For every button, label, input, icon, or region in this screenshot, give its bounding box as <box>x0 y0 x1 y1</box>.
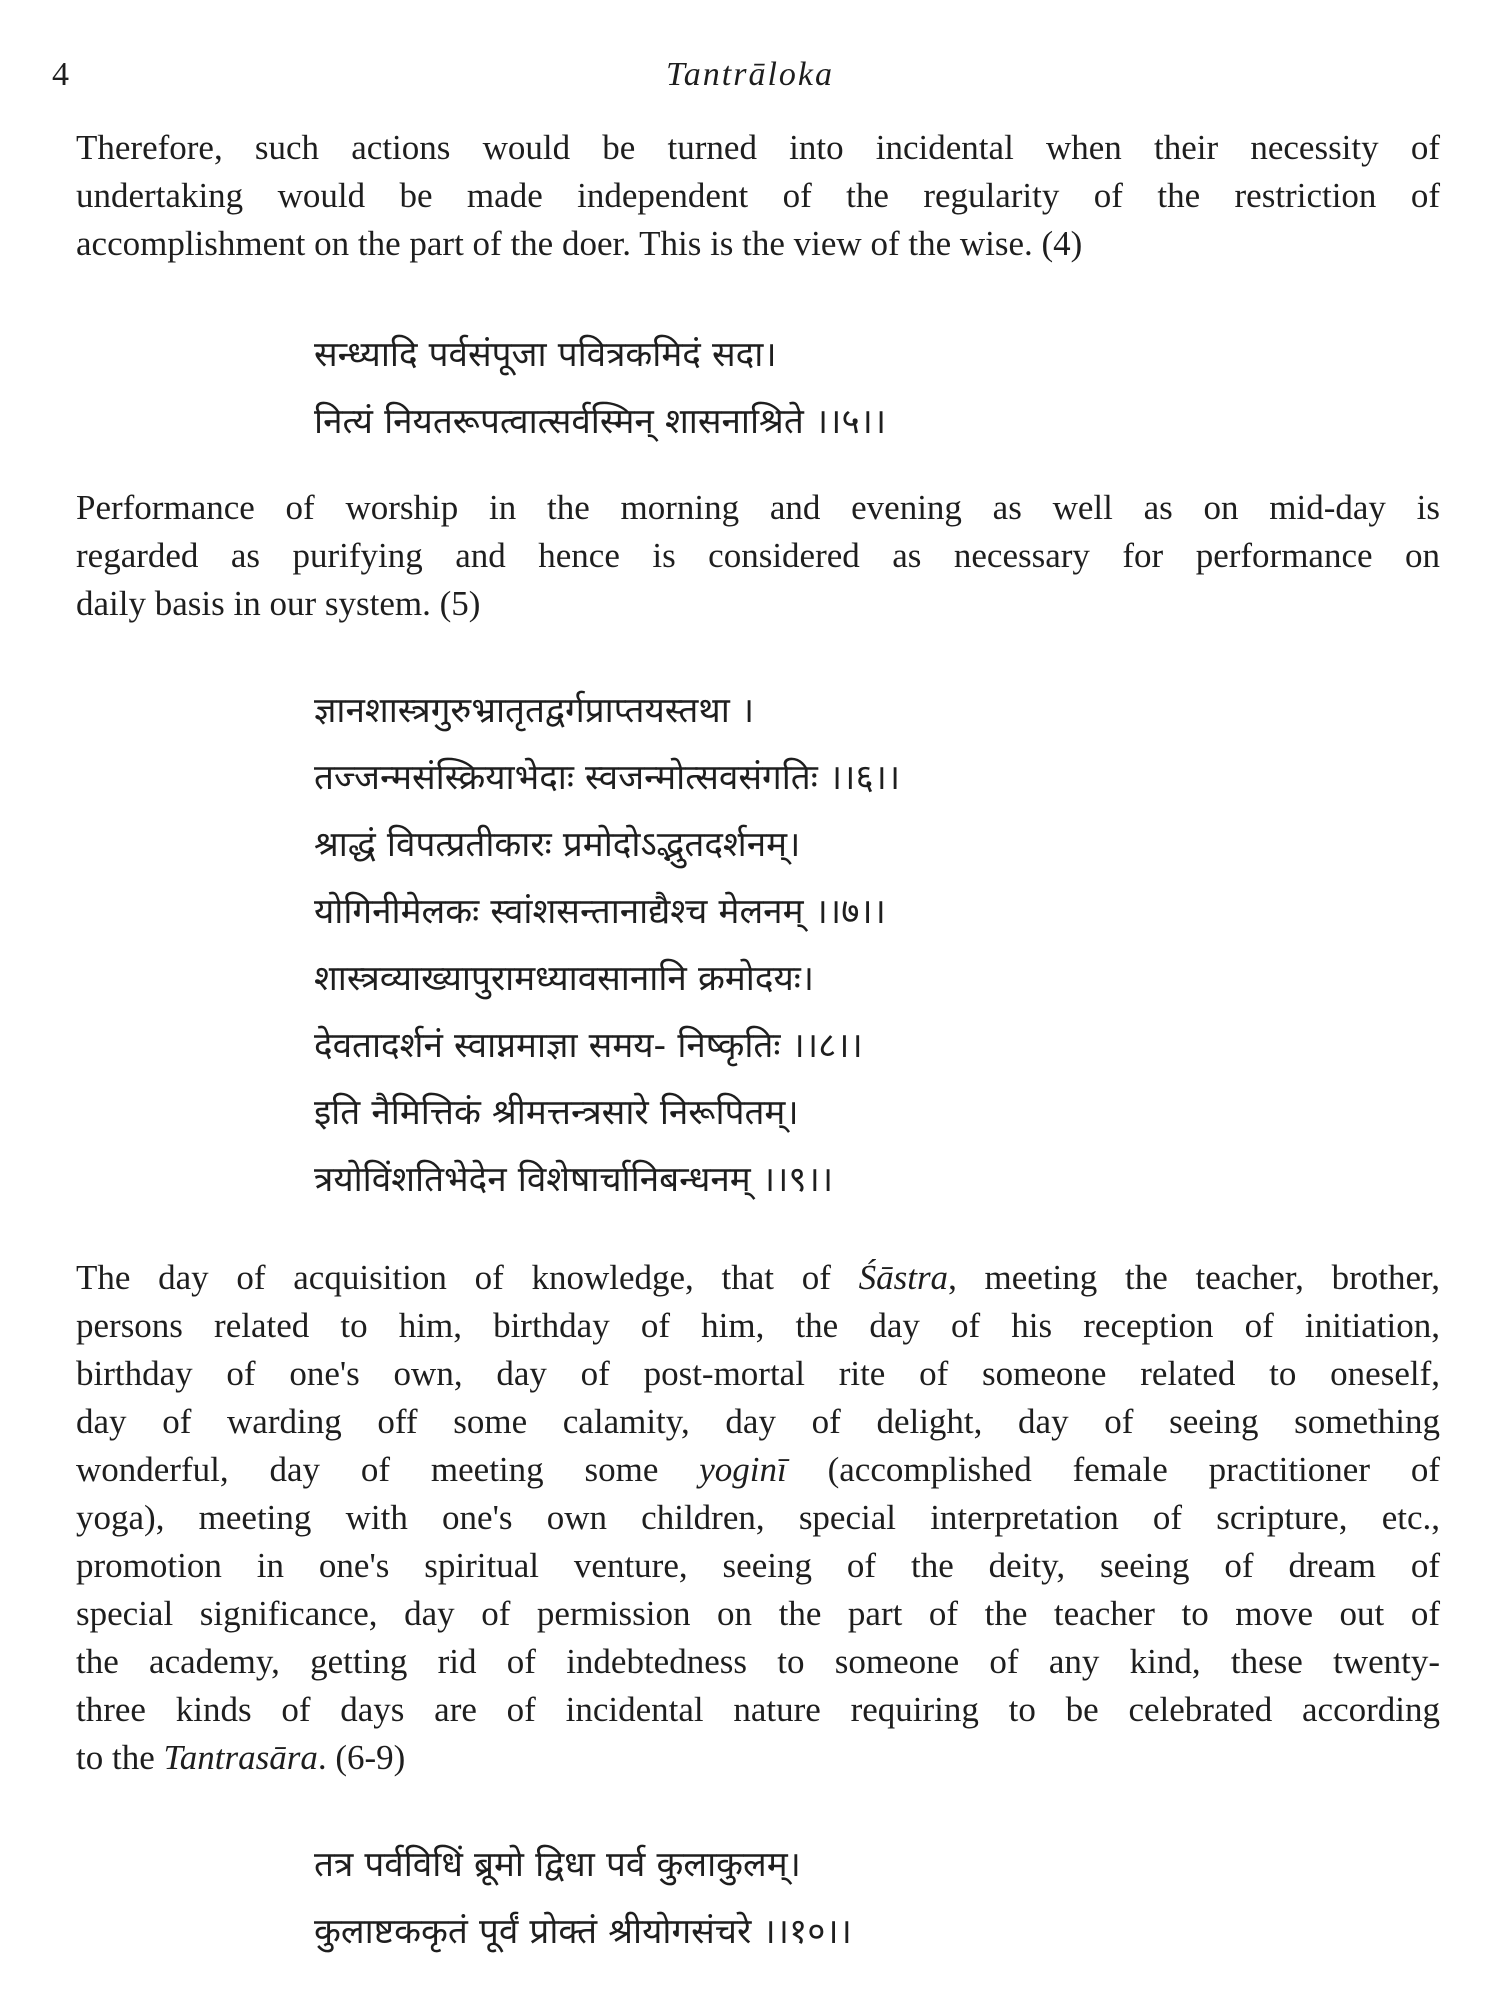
sanskrit-verse-10 <box>314 1832 1414 1966</box>
verse-line: ज्ञानशास्त्रगुरुभ्रातृतद्वर्गप्राप्तयस्तथा । <box>314 691 755 731</box>
text-line: accomplishment on the part of the doer. This is the view of the wise. (4) <box>76 224 1083 263</box>
text-run: , meeting the teacher, brother, <box>948 1258 1440 1297</box>
text-line <box>76 1254 1440 1302</box>
text-run: to the <box>76 1738 164 1777</box>
verse-line: तत्र पर्वविधिं ब्रूमो द्विधा पर्व कुलाकुलम्। <box>314 1845 801 1885</box>
text-run: wonderful, day of meeting some <box>76 1450 700 1489</box>
paragraph-translation-5 <box>76 484 1440 628</box>
text-line: yoga), meeting with one's own children, special interpretation of scripture, etc., <box>76 1498 1440 1537</box>
text-line: Performance of worship in the morning and evening as well as on mid-day is <box>76 488 1440 527</box>
sanskrit-verse-5 <box>314 322 1414 456</box>
text-run: (accomplished female practitioner of <box>786 1450 1440 1489</box>
text-line: three kinds of days are of incidental nature requiring to be celebrated according <box>76 1690 1440 1729</box>
paragraph-translation-6-9 <box>76 1254 1440 1782</box>
text-line: the academy, getting rid of indebtedness to someone of any kind, these twenty- <box>76 1642 1440 1681</box>
italic-term-sastra: Śāstra <box>858 1258 949 1297</box>
text-line: Therefore, such actions would be turned into incidental when their necessity of <box>76 128 1440 167</box>
verse-line: त्रयोविंशतिभेदेन विशेषार्चानिबन्धनम् ।।९।। <box>314 1160 834 1200</box>
verse-line: तज्जन्मसंस्क्रियाभेदाः स्वजन्मोत्सवसंगतिः ।।६।। <box>314 758 901 798</box>
italic-term-tantrasara: Tantrasāra <box>163 1738 318 1777</box>
text-run: The day of acquisition of knowledge, that of <box>76 1258 859 1297</box>
verse-line: सन्ध्यादि पर्वसंपूजा पवित्रकमिदं सदा। <box>314 335 777 375</box>
verse-line: देवतादर्शनं स्वाप्नमाज्ञा समय- निष्कृतिः ।।८।। <box>314 1026 863 1066</box>
verse-line: कुलाष्टककृतं पूर्वं प्रोक्तं श्रीयोगसंचरे ।।१०।। <box>314 1912 852 1952</box>
verse-line: श्राद्धं विपत्प्रतीकारः प्रमोदोऽद्भुतदर्शनम्। <box>314 825 801 865</box>
verse-line: योगिनीमेलकः स्वांशसन्तानाद्यैश्च मेलनम् ।।७।। <box>314 892 886 932</box>
text-line: daily basis in our system. (5) <box>76 584 481 623</box>
text-line <box>76 1734 1440 1782</box>
verse-line: इति नैमित्तिकं श्रीमत्तन्त्रसारे निरूपितम्। <box>314 1093 799 1133</box>
page-number: 4 <box>52 56 69 93</box>
text-line: regarded as purifying and hence is considered as necessary for performance on <box>76 536 1440 575</box>
text-line: persons related to him, birthday of him, the day of his reception of initiation, <box>76 1306 1440 1345</box>
running-title: Tantrāloka <box>665 56 834 93</box>
italic-term-yogini: yoginī <box>699 1450 787 1489</box>
sanskrit-verse-6-9 <box>314 678 1414 1214</box>
text-line <box>76 1446 1440 1494</box>
verse-line: नित्यं नियतरूपत्वात्सर्वस्मिन् शासनाश्रिते ।।५।। <box>314 402 887 442</box>
text-run: . (6-9) <box>317 1738 406 1777</box>
text-line: special significance, day of permission on the part of the teacher to move out of <box>76 1594 1440 1633</box>
paragraph-translation-4 <box>76 124 1440 268</box>
verse-line: शास्त्रव्याख्यापुरामध्यावसानानि क्रमोदयः। <box>314 959 815 999</box>
text-line: day of warding off some calamity, day of delight, day of seeing something <box>76 1402 1440 1441</box>
text-line: birthday of one's own, day of post-mortal rite of someone related to oneself, <box>76 1354 1440 1393</box>
text-line: promotion in one's spiritual venture, seeing of the deity, seeing of dream of <box>76 1546 1440 1585</box>
running-head <box>0 50 1500 100</box>
text-line: undertaking would be made independent of the regularity of the restriction of <box>76 176 1440 215</box>
